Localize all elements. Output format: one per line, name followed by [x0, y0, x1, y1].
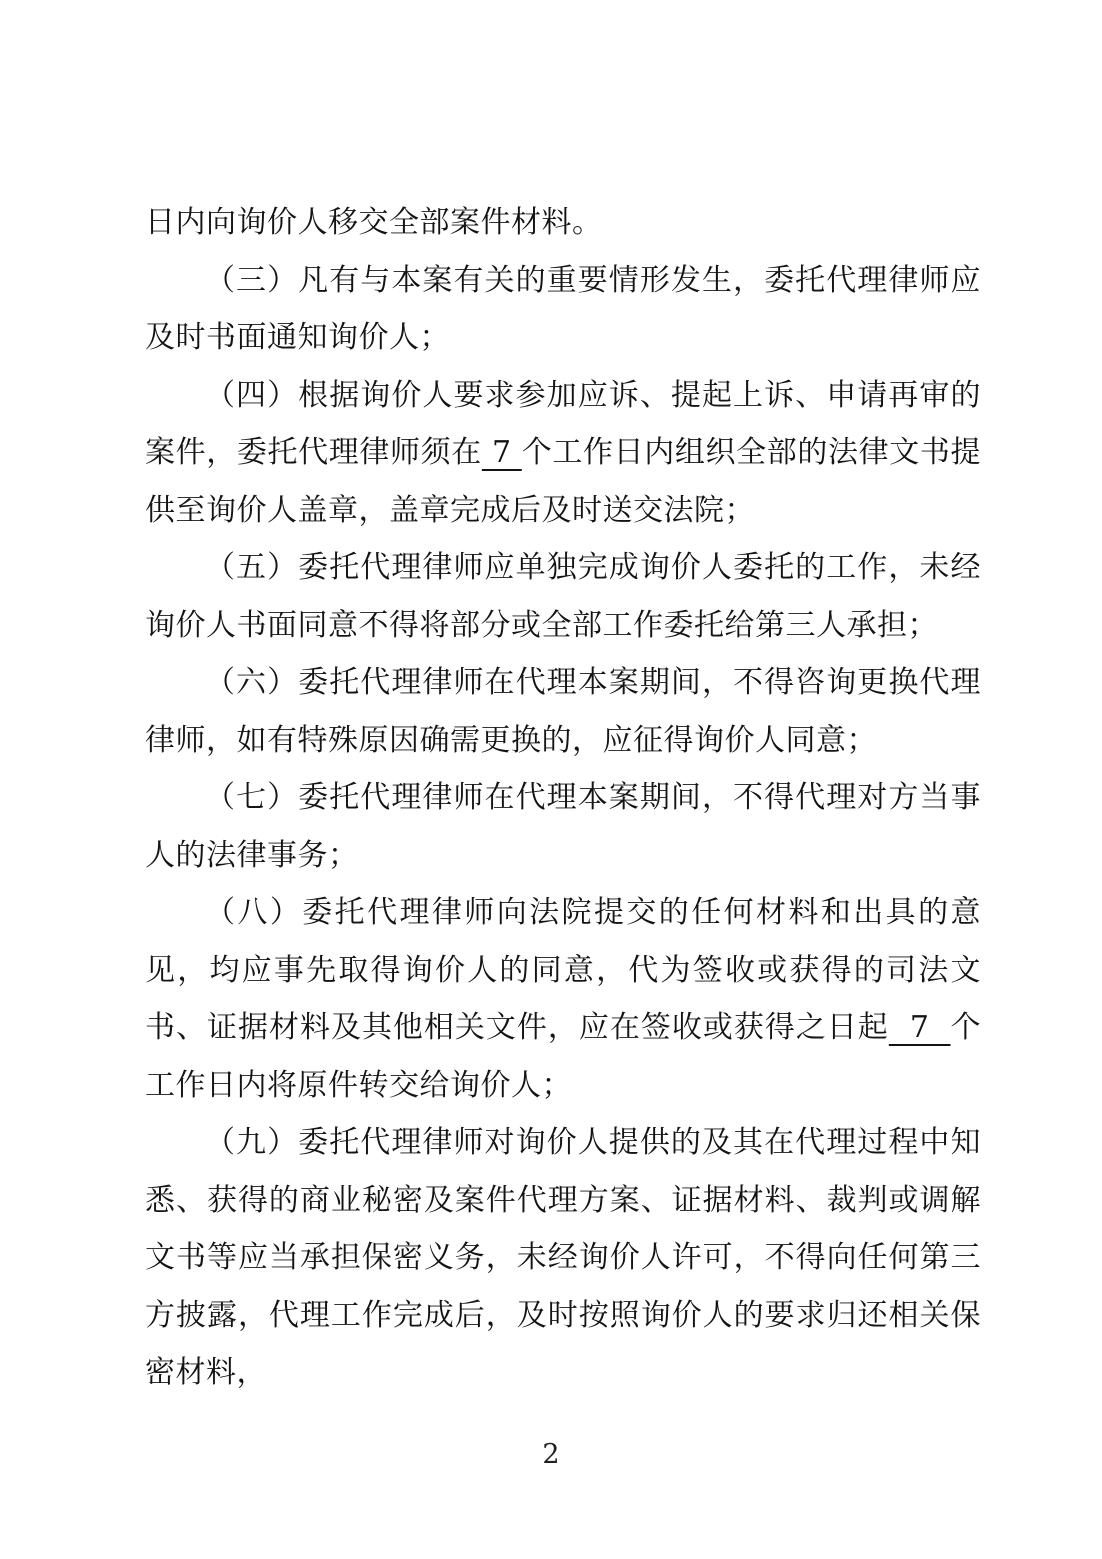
paragraph — [145, 884, 981, 1114]
paragraph — [145, 367, 981, 540]
page-number: 2 — [542, 1439, 560, 1470]
paragraph — [145, 539, 981, 654]
paragraph — [145, 252, 981, 367]
text-segment: （八）委托代理律师向法院提交的任何材料和出具的意见，均应事先取得询价人的同意，代为签收或获得的司法文书、证据材料及其他相关文件，应在签收或获得之日起 — [145, 895, 981, 1045]
text-segment: （九）委托代理律师对询价人提供的及其在代理过程中知悉、获得的商业秘密及案件代理方案、证据材料、裁判或调解文书等应当承担保密义务，未经询价人许可，不得向任何第三方披露，代理工作完成后，及时按照询价人的要求归还相关保密材料， — [145, 1125, 981, 1390]
paragraph — [145, 194, 981, 252]
text-segment: 个工作日内组织全部的法律文书提供至询价人盖章，盖章完成后及时送交法院； — [145, 435, 981, 528]
underlined-value: 7 — [481, 435, 522, 470]
text-segment: 个工作日内将原件转交给询价人； — [145, 1010, 982, 1103]
text-segment: 日内向询价人移交全部案件材料。 — [145, 205, 603, 240]
text-segment: （七）委托代理律师在代理本案期间，不得代理对方当事人的法律事务； — [145, 780, 981, 873]
paragraph — [145, 654, 981, 769]
text-segment: （四）根据询价人要求参加应诉、提起上诉、申请再审的案件，委托代理律师须在 — [145, 377, 981, 470]
text-segment: （五）委托代理律师应单独完成询价人委托的工作，未经询价人书面同意不得将部分或全部工作委托给第三人承担； — [145, 550, 981, 643]
text-segment: （六）委托代理律师在代理本案期间，不得咨询更换代理律师，如有特殊原因确需更换的，应征得询价人同意； — [145, 665, 981, 758]
paragraph — [145, 1114, 981, 1402]
paragraph — [145, 769, 981, 884]
document-body — [145, 194, 981, 1402]
text-segment: （三）凡有与本案有关的重要情形发生，委托代理律师应及时书面通知询价人； — [145, 262, 981, 355]
underlined-value: 7 — [888, 1010, 951, 1045]
